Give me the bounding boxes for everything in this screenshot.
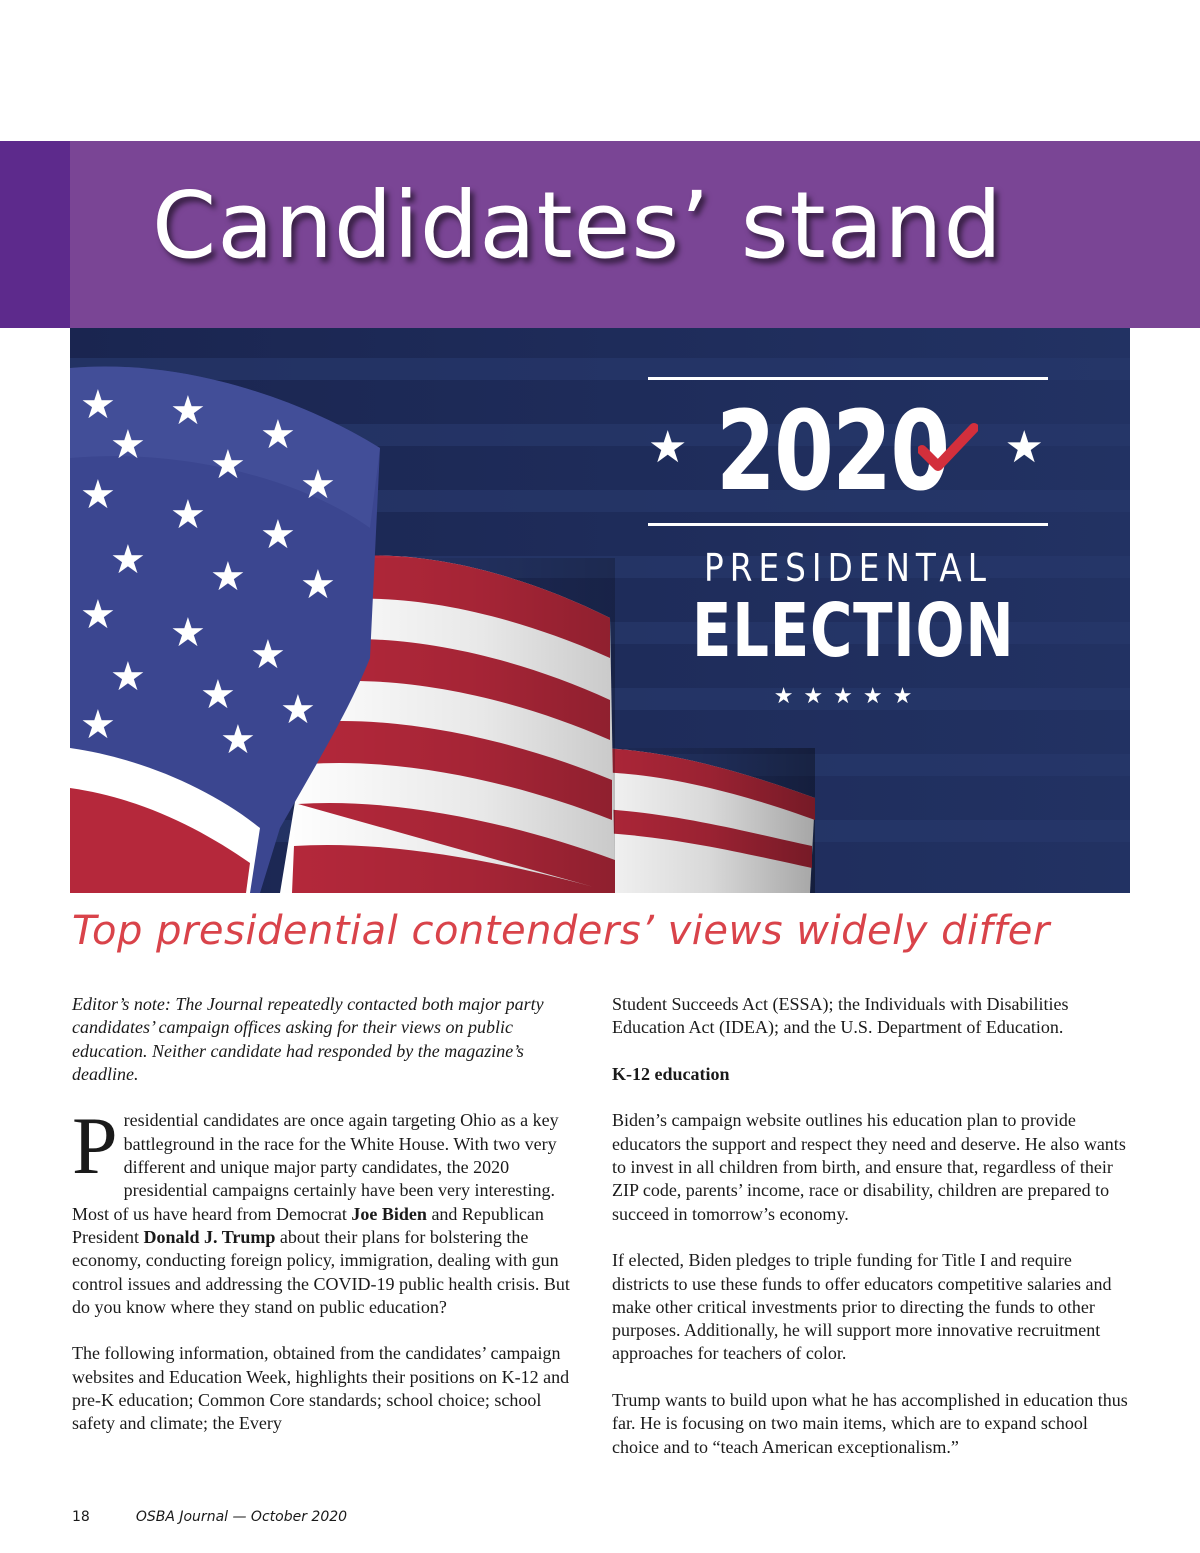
info-paragraph: The following information, obtained from the candidates’ campaign websites and Education Week, highlights their positions on K-12 and pre-K education; Common Core standards; school choice; school safety and climate; the Every <box>72 1343 570 1434</box>
page-number: 18 <box>72 1509 90 1525</box>
svg-text:★: ★ <box>170 388 206 434</box>
title-banner <box>70 141 1200 328</box>
checkmark-icon <box>918 422 978 472</box>
svg-text:★: ★ <box>260 512 296 558</box>
stars-row-icon: ★★★★★ <box>773 684 923 709</box>
intro-paragraph <box>72 1100 588 1319</box>
svg-text:★: ★ <box>210 442 246 488</box>
svg-text:★: ★ <box>280 687 316 733</box>
trump-plan-paragraph: Trump wants to build upon what he has accomplished in education thus far. He is focusing on two main items, which are to expand school choice and to “teach American exceptionalism.” <box>612 1390 1128 1457</box>
left-column <box>72 993 588 1459</box>
svg-text:★: ★ <box>170 610 206 656</box>
page-title: Candidates’ stand <box>152 172 1003 279</box>
hero-image <box>70 328 1130 893</box>
svg-text:★: ★ <box>80 592 116 638</box>
svg-text:★: ★ <box>200 672 236 718</box>
right-column <box>612 993 1132 1482</box>
title-i-paragraph: If elected, Biden pledges to triple funding for Title I and require districts to use these funds to offer educators competitive salaries and make other critical investments prior to directing the funds to other purposes. Additionally, he will support more innovative recruitment approaches for teachers of color. <box>612 1250 1112 1364</box>
biden-plan-paragraph: Biden’s campaign website outlines his education plan to provide educators the support and respect they need and deserve. He also wants to invest in all children from birth, and ensure that, regardless of their ZIP code, parents’ income, race or disability, children are prepared to succeed in tomorrow’s economy. <box>612 1110 1126 1224</box>
svg-text:★: ★ <box>80 472 116 518</box>
editor-note: Editor’s note: The Journal repeatedly contacted both major party candidates’ campaign offices asking for their views on public education. Neither candidate had responded by the magazine’s deadline. <box>72 994 544 1084</box>
svg-text:★: ★ <box>110 654 146 700</box>
svg-text:★: ★ <box>250 632 286 678</box>
badge-line-presidental: PRESIDENTAL <box>704 546 992 590</box>
svg-text:★: ★ <box>80 702 116 748</box>
section-heading-k12: K-12 education <box>612 1063 730 1084</box>
svg-text:★: ★ <box>300 462 336 508</box>
svg-text:★: ★ <box>220 717 256 763</box>
intro-text-1: residential candidates are once again targeting Ohio as a key battleground in the race for the White House. With two very different and unique major party candidates, the 2020 presidential campaigns certainly have been very interesting. Most of us have heard from Democrat <box>72 1110 559 1224</box>
star-icon: ★ <box>1004 422 1044 473</box>
svg-text:★: ★ <box>210 554 246 600</box>
publication-name: OSBA Journal — October 2020 <box>135 1509 348 1525</box>
svg-text:★: ★ <box>300 562 336 608</box>
candidate-name-biden: Joe Biden <box>351 1203 427 1224</box>
svg-text:★: ★ <box>110 537 146 583</box>
continued-paragraph: Student Succeeds Act (ESSA); the Individuals with Disabilities Education Act (IDEA); and the U.S. Department of Education. <box>612 994 1069 1038</box>
svg-text:★: ★ <box>80 382 116 428</box>
page-footer <box>72 1509 347 1525</box>
candidate-name-trump: Donald J. Trump <box>143 1226 276 1247</box>
election-badge <box>648 328 1048 893</box>
banner-accent-bar <box>0 141 70 328</box>
badge-top-rule <box>648 377 1048 380</box>
svg-text:★: ★ <box>170 492 206 538</box>
badge-bottom-rule <box>648 523 1048 526</box>
svg-text:★: ★ <box>110 422 146 468</box>
badge-line-election: ELECTION <box>692 588 1015 674</box>
article-subtitle: Top presidential contenders’ views widely differ <box>72 908 1050 954</box>
intro-text-2: and Republican President <box>72 1203 544 1247</box>
drop-cap: P <box>72 1100 118 1192</box>
year-row <box>648 386 1048 516</box>
election-year: 2020 <box>716 387 949 515</box>
svg-text:★: ★ <box>260 412 296 458</box>
intro-text-3: about their plans for bolstering the economy, conducting foreign policy, immigration, dealing with gun control issues and addressing the COVID-19 public health crisis. But do you know where they stand on public education? <box>72 1226 570 1317</box>
star-icon: ★ <box>648 422 688 473</box>
